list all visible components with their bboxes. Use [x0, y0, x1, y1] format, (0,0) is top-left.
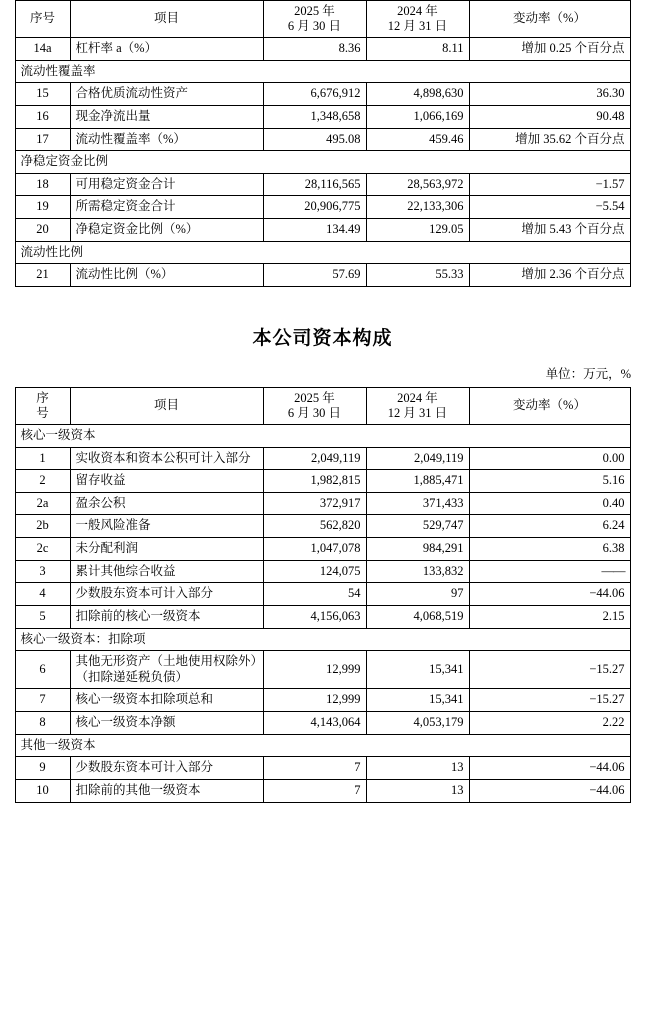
row-change-rate: 36.30 [469, 83, 630, 106]
row-item-label: 实收资本和资本公积可计入部分 [70, 447, 263, 470]
header-item: 项目 [70, 1, 263, 38]
row-number: 16 [15, 105, 70, 128]
table-row [15, 779, 630, 802]
row-value-2025: 562,820 [263, 515, 366, 538]
row-change-rate: 0.00 [469, 447, 630, 470]
row-item-label: 少数股东资本可计入部分 [70, 757, 263, 780]
table-body-1 [15, 1, 630, 287]
row-value-2024: 97 [366, 583, 469, 606]
section-label: 流动性比例 [15, 241, 630, 264]
row-value-2025: 54 [263, 583, 366, 606]
section-label: 净稳定资金比例 [15, 151, 630, 174]
row-value-2025: 2,049,119 [263, 447, 366, 470]
table-section-row [15, 151, 630, 174]
row-value-2024: 15,341 [366, 689, 469, 712]
table-row [15, 447, 630, 470]
table-row [15, 651, 630, 689]
row-value-2024: 15,341 [366, 651, 469, 689]
row-change-rate: −44.06 [469, 583, 630, 606]
row-item-label: 一般风险准备 [70, 515, 263, 538]
row-value-2024: 13 [366, 757, 469, 780]
row-number: 6 [15, 651, 70, 689]
row-item-label: 流动性覆盖率（%） [70, 128, 263, 151]
table-row [15, 264, 630, 287]
row-value-2025: 7 [263, 757, 366, 780]
row-change-rate: —— [469, 560, 630, 583]
row-value-2025: 1,348,658 [263, 105, 366, 128]
table-row [15, 196, 630, 219]
row-item-label: 合格优质流动性资产 [70, 83, 263, 106]
row-change-rate: 增加 2.36 个百分点 [469, 264, 630, 287]
row-change-rate: −1.57 [469, 173, 630, 196]
table-row [15, 105, 630, 128]
row-number: 10 [15, 779, 70, 802]
row-item-label: 扣除前的核心一级资本 [70, 605, 263, 628]
row-value-2025: 372,917 [263, 492, 366, 515]
row-number: 4 [15, 583, 70, 606]
row-value-2025: 1,047,078 [263, 538, 366, 561]
row-change-rate: 6.38 [469, 538, 630, 561]
table-body-2 [15, 387, 630, 802]
header-col-2025: 2025 年 6 月 30 日 [263, 387, 366, 424]
table-row [15, 38, 630, 61]
row-value-2024: 13 [366, 779, 469, 802]
row-change-rate: −44.06 [469, 779, 630, 802]
row-item-label: 留存收益 [70, 470, 263, 493]
row-change-rate: 增加 35.62 个百分点 [469, 128, 630, 151]
row-number: 7 [15, 689, 70, 712]
row-number: 2 [15, 470, 70, 493]
header-item: 项目 [70, 387, 263, 424]
row-value-2024: 4,053,179 [366, 712, 469, 735]
row-number: 14a [15, 38, 70, 61]
row-value-2025: 134.49 [263, 219, 366, 242]
row-change-rate: 增加 0.25 个百分点 [469, 38, 630, 61]
table-section-row [15, 628, 630, 651]
row-number: 3 [15, 560, 70, 583]
header-col-2025: 2025 年 6 月 30 日 [263, 1, 366, 38]
row-value-2025: 4,156,063 [263, 605, 366, 628]
row-value-2025: 12,999 [263, 651, 366, 689]
row-change-rate: 2.22 [469, 712, 630, 735]
row-item-label: 其他无形资产（土地使用权除外） （扣除递延税负债） [70, 651, 263, 689]
table-section-row [15, 424, 630, 447]
row-change-rate: 0.40 [469, 492, 630, 515]
row-value-2025: 6,676,912 [263, 83, 366, 106]
header-no: 序 号 [15, 387, 70, 424]
row-change-rate: −15.27 [469, 651, 630, 689]
table-header-row [15, 1, 630, 38]
row-value-2024: 1,066,169 [366, 105, 469, 128]
row-value-2024: 4,068,519 [366, 605, 469, 628]
row-item-label: 盈余公积 [70, 492, 263, 515]
row-change-rate: 6.24 [469, 515, 630, 538]
row-item-label: 可用稳定资金合计 [70, 173, 263, 196]
row-item-label: 流动性比例（%） [70, 264, 263, 287]
row-value-2024: 1,885,471 [366, 470, 469, 493]
row-value-2024: 371,433 [366, 492, 469, 515]
header-change-rate: 变动率（%） [469, 387, 630, 424]
table-row [15, 173, 630, 196]
table-section-row [15, 734, 630, 757]
row-number: 20 [15, 219, 70, 242]
row-value-2024: 529,747 [366, 515, 469, 538]
row-number: 2b [15, 515, 70, 538]
header-change-rate: 变动率（%） [469, 1, 630, 38]
section-label: 流动性覆盖率 [15, 60, 630, 83]
row-value-2025: 8.36 [263, 38, 366, 61]
row-change-rate: 90.48 [469, 105, 630, 128]
row-change-rate: 2.15 [469, 605, 630, 628]
table-row [15, 538, 630, 561]
row-item-label: 核心一级资本净额 [70, 712, 263, 735]
table-row [15, 560, 630, 583]
row-value-2024: 129.05 [366, 219, 469, 242]
table-row [15, 470, 630, 493]
table-row [15, 128, 630, 151]
table-row [15, 492, 630, 515]
row-item-label: 少数股东资本可计入部分 [70, 583, 263, 606]
row-number: 2a [15, 492, 70, 515]
header-col-2024: 2024 年 12 月 31 日 [366, 387, 469, 424]
row-change-rate: −15.27 [469, 689, 630, 712]
row-number: 8 [15, 712, 70, 735]
capital-composition-table [15, 387, 631, 803]
table-row [15, 757, 630, 780]
table-section-row [15, 60, 630, 83]
row-value-2024: 459.46 [366, 128, 469, 151]
row-item-label: 净稳定资金比例（%） [70, 219, 263, 242]
table-row [15, 83, 630, 106]
table-row [15, 219, 630, 242]
row-value-2025: 124,075 [263, 560, 366, 583]
liquidity-indicators-table [15, 0, 631, 287]
row-number: 5 [15, 605, 70, 628]
page-title: 本公司资本构成 [252, 327, 393, 349]
row-value-2024: 984,291 [366, 538, 469, 561]
row-number: 17 [15, 128, 70, 151]
row-item-label: 扣除前的其他一级资本 [70, 779, 263, 802]
header-col-2024: 2024 年 12 月 31 日 [366, 1, 469, 38]
row-change-rate: −44.06 [469, 757, 630, 780]
table-section-row [15, 241, 630, 264]
row-value-2025: 495.08 [263, 128, 366, 151]
row-value-2024: 4,898,630 [366, 83, 469, 106]
row-value-2024: 55.33 [366, 264, 469, 287]
row-number: 21 [15, 264, 70, 287]
row-number: 19 [15, 196, 70, 219]
row-value-2024: 133,832 [366, 560, 469, 583]
row-change-rate: 5.16 [469, 470, 630, 493]
table-row [15, 515, 630, 538]
unit-note: 单位：万元，% [545, 366, 631, 381]
row-item-label: 杠杆率 a（%） [70, 38, 263, 61]
table-row [15, 583, 630, 606]
row-number: 9 [15, 757, 70, 780]
row-item-label: 所需稳定资金合计 [70, 196, 263, 219]
row-value-2025: 1,982,815 [263, 470, 366, 493]
row-value-2024: 22,133,306 [366, 196, 469, 219]
row-value-2025: 57.69 [263, 264, 366, 287]
table-row [15, 712, 630, 735]
row-value-2025: 28,116,565 [263, 173, 366, 196]
row-item-label: 核心一级资本扣除项总和 [70, 689, 263, 712]
table-header-row [15, 387, 630, 424]
section-label: 核心一级资本 [15, 424, 630, 447]
row-change-rate: 增加 5.43 个百分点 [469, 219, 630, 242]
row-item-label: 未分配利润 [70, 538, 263, 561]
header-no: 序号 [15, 1, 70, 38]
table-row [15, 689, 630, 712]
row-number: 15 [15, 83, 70, 106]
row-change-rate: −5.54 [469, 196, 630, 219]
row-number: 1 [15, 447, 70, 470]
row-number: 2c [15, 538, 70, 561]
section-label: 核心一级资本：扣除项 [15, 628, 630, 651]
row-value-2024: 8.11 [366, 38, 469, 61]
row-value-2024: 28,563,972 [366, 173, 469, 196]
row-number: 18 [15, 173, 70, 196]
row-item-label: 现金净流出量 [70, 105, 263, 128]
section-label: 其他一级资本 [15, 734, 630, 757]
table-row [15, 605, 630, 628]
row-item-label: 累计其他综合收益 [70, 560, 263, 583]
row-value-2025: 20,906,775 [263, 196, 366, 219]
row-value-2025: 4,143,064 [263, 712, 366, 735]
row-value-2025: 7 [263, 779, 366, 802]
row-value-2025: 12,999 [263, 689, 366, 712]
row-value-2024: 2,049,119 [366, 447, 469, 470]
